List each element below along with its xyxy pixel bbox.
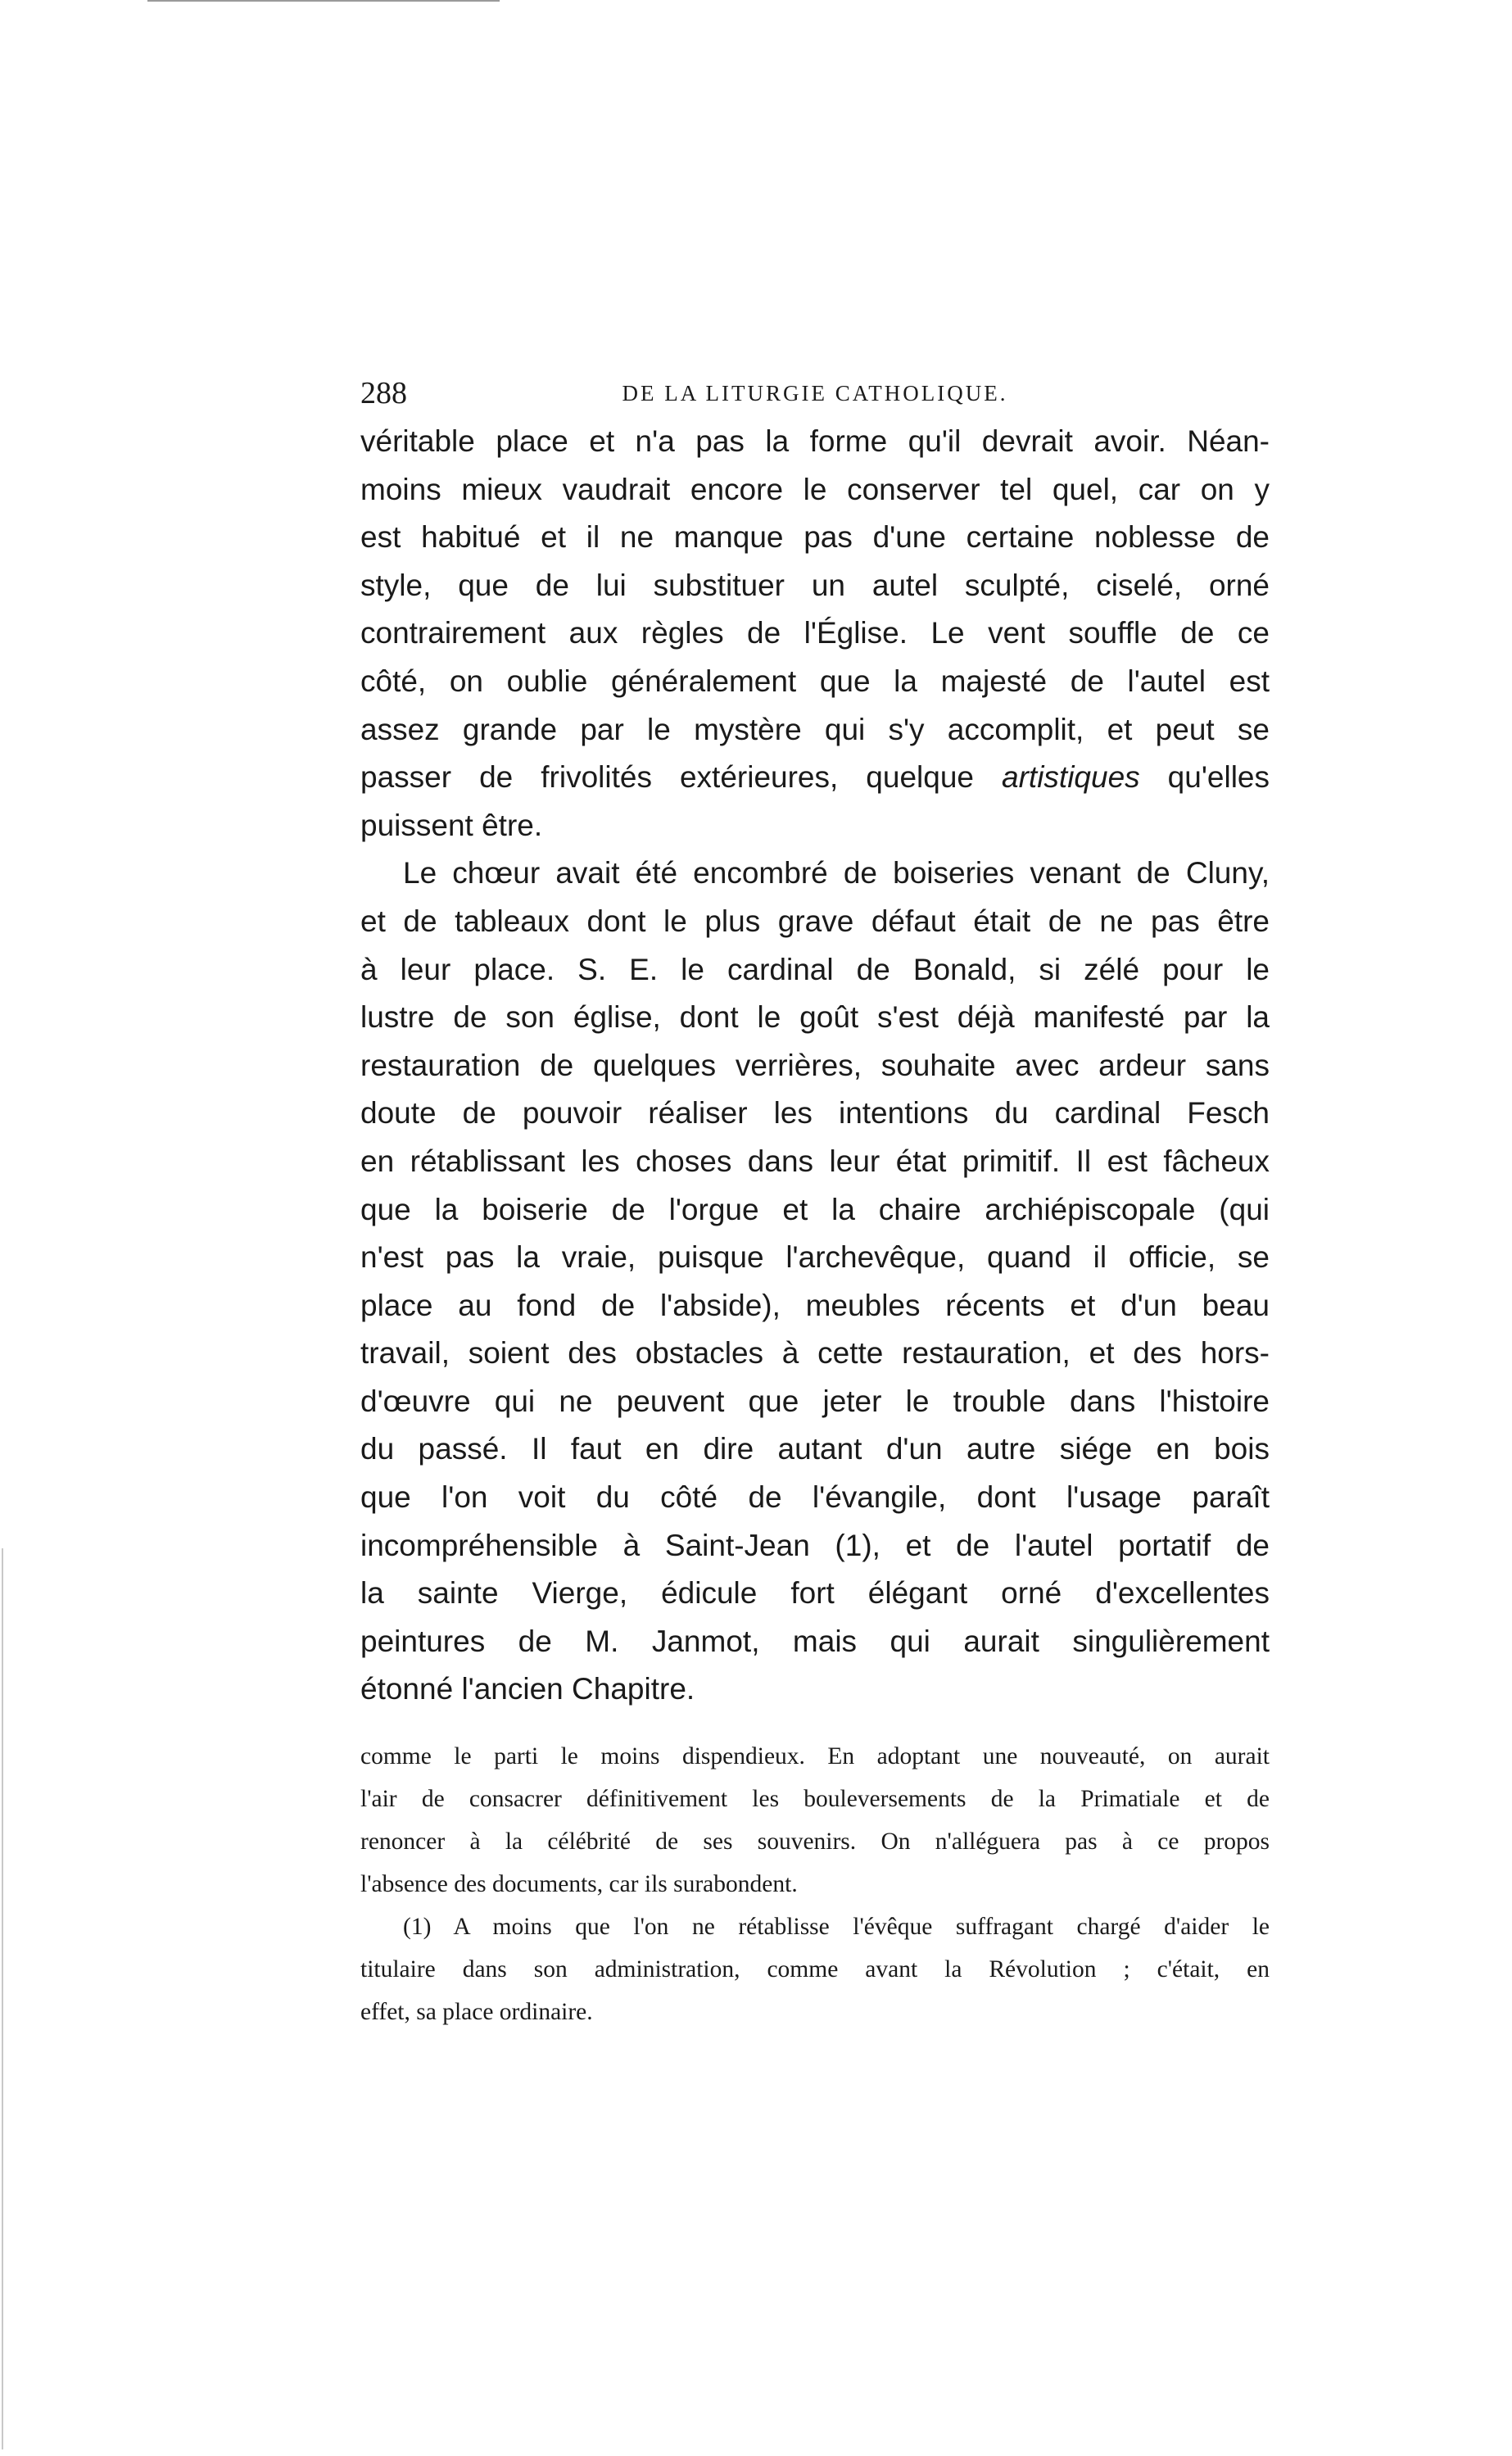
text-segment: qu'elles [1139, 760, 1270, 795]
text-line: que la boiserie de l'orgue et la chaire archiépiscopale (qui [360, 1192, 1270, 1226]
footnote-line: renoncer à la célébrité de ses souvenirs. On n'alléguera pas à ce propos [360, 1828, 1270, 1855]
text-line: restauration de quelques verrières, souhaite avec ardeur sans [360, 1048, 1270, 1082]
text-line: assez grande par le mystère qui s'y accomplit, et peut se [360, 712, 1270, 746]
main-text [360, 418, 1270, 1714]
page-number: 288 [360, 376, 407, 410]
footnote-1-line: (1) A moins que l'on ne rétablisse l'évêque suffragant chargé d'aider le [403, 1914, 1270, 1940]
paragraph-start-line: Le chœur avait été encombré de boiseries venant de Cluny, [403, 856, 1270, 890]
text-line: contrairement aux règles de l'Église. Le vent souffle de ce [360, 616, 1270, 650]
text-line: style, que de lui substituer un autel sculpté, ciselé, orné [360, 568, 1270, 602]
text-line: doute de pouvoir réaliser les intentions du cardinal Fesch [360, 1096, 1270, 1131]
text-line: à leur place. S. E. le cardinal de Bonald, si zélé pour le [360, 952, 1270, 986]
text-line: véritable place et n'a pas la forme qu'il devrait avoir. Néan- [360, 424, 1270, 458]
text-line: travail, soient des obstacles à cette restauration, et des hors- [360, 1336, 1270, 1371]
text-line: la sainte Vierge, édicule fort élégant orné d'excellentes [360, 1576, 1270, 1611]
footnotes [360, 1735, 1270, 2033]
footnote-line: effet, sa place ordinaire. [360, 1999, 593, 2025]
text-line: incompréhensible à Saint-Jean (1), et de l'autel portatif de [360, 1528, 1270, 1562]
footnote-line: comme le parti le moins dispendieux. En adoptant une nouveauté, on aurait [360, 1743, 1270, 1769]
text-line: n'est pas la vraie, puisque l'archevêque, quand il officie, se [360, 1240, 1270, 1275]
footnote-line: titulaire dans son administration, comme avant la Révolution ; c'était, en [360, 1956, 1270, 1982]
text-line: côté, on oublie généralement que la majesté de l'autel est [360, 664, 1270, 698]
text-line: moins mieux vaudrait encore le conserver tel quel, car on y [360, 472, 1270, 506]
scan-edge-mark [2, 1548, 3, 2449]
page-header [360, 373, 1270, 414]
text-line: d'œuvre qui ne peuvent que jeter le trouble dans l'histoire [360, 1384, 1270, 1418]
text-line: est habitué et il ne manque pas d'une certaine noblesse de [360, 520, 1270, 555]
running-head: DE LA LITURGIE CATHOLIQUE. [622, 381, 1008, 406]
text-line: peintures de M. Janmot, mais qui aurait singulièrement [360, 1624, 1270, 1658]
text-line: du passé. Il faut en dire autant d'un autre siége en bois [360, 1432, 1270, 1466]
text-line: et de tableaux dont le plus grave défaut était de ne pas être [360, 904, 1270, 938]
italic-word: artistiques [1002, 760, 1140, 795]
footnote-line: l'absence des documents, car ils surabondent. [360, 1871, 798, 1897]
text-line: que l'on voit du côté de l'évangile, dont l'usage paraît [360, 1480, 1270, 1515]
text-segment: passer de frivolités extérieures, quelque [360, 760, 974, 795]
text-line: puissent être. [360, 808, 543, 842]
text-line: place au fond de l'abside), meubles récents et d'un beau [360, 1288, 1270, 1322]
footnote-line: l'air de consacrer définitivement les bouleversements de la Primatiale et de [360, 1786, 1270, 1812]
scan-edge-mark [147, 0, 500, 2]
text-line: en rétablissant les choses dans leur état primitif. Il est fâcheux [360, 1144, 1270, 1178]
text-line-with-italic [360, 754, 1270, 802]
text-line: étonné l'ancien Chapitre. [360, 1672, 695, 1706]
text-line: lustre de son église, dont le goût s'est déjà manifesté par la [360, 1000, 1270, 1035]
